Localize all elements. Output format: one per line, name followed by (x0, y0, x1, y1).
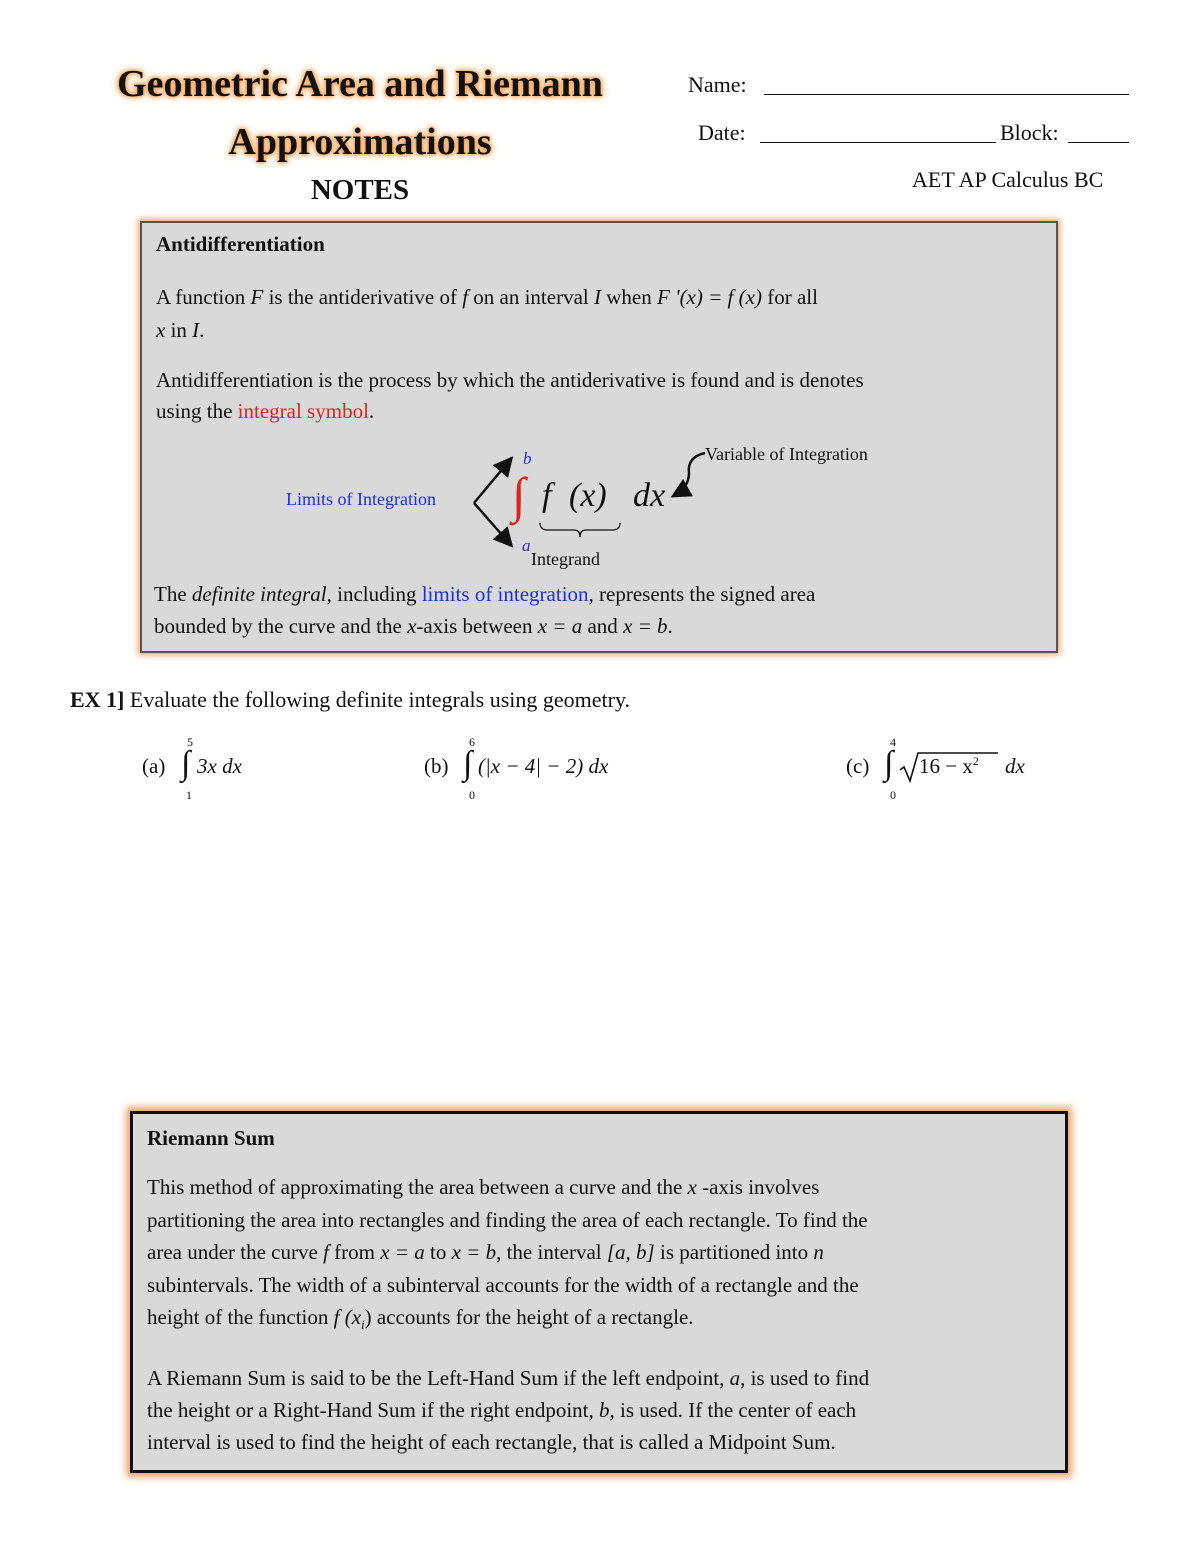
ex1-part-c-tag: (c) (846, 754, 870, 778)
equation: F '(x) = f (x) (657, 285, 762, 309)
var-n: n (813, 1240, 824, 1264)
text-run: is the antiderivative of (263, 285, 463, 309)
text-run: , is used. If the center of each (609, 1398, 857, 1422)
upper-limit-b: b (523, 449, 532, 468)
text-run: . (199, 318, 205, 342)
text-run: on an interval (468, 285, 594, 309)
lower-limit-a: a (522, 536, 531, 555)
integrand-x: (x) (569, 477, 607, 514)
block-label: Block: (1000, 120, 1059, 145)
riemann-sum-box (130, 1111, 1068, 1473)
ex1-part-a-tag: (a) (142, 754, 166, 778)
ex1-b-expression: (|x − 4| − 2) dx (478, 754, 609, 778)
text-run: subintervals. The width of a subinterval accounts for the width of a rectangle and the (147, 1272, 859, 1297)
definite-integral-term: definite integral (191, 582, 327, 606)
text-run: . (368, 399, 375, 423)
var-I: I (192, 318, 200, 342)
text-run: ) (364, 1305, 372, 1329)
text-run: height of the function (147, 1305, 334, 1329)
riemann-sum-types (147, 1362, 1047, 1458)
text-run: The (154, 582, 192, 606)
text-run: is partitioned into (654, 1240, 814, 1264)
name-line (764, 94, 1129, 95)
integral-symbol-term: integral symbol (237, 399, 369, 423)
var-F: F (250, 285, 264, 309)
ex1-part-b-tag: (b) (424, 754, 449, 778)
course-label: AET AP Calculus BC (912, 167, 1104, 192)
ex1-c-integral-sign: ∫ (884, 745, 894, 782)
text-run: accounts for the height of a rectangle. (371, 1305, 694, 1329)
name-label: Name: (688, 72, 747, 97)
date-line (760, 142, 996, 143)
ex1-text: Evaluate the following definite integrals using geometry. (124, 687, 631, 712)
ex1-prompt (70, 687, 630, 713)
text-run: , including (326, 582, 422, 606)
limits-of-integration-term: limits of integration (421, 582, 589, 606)
integrand-label: Integrand (531, 549, 600, 569)
variable-of-integration-label: Variable of Integration (705, 444, 868, 464)
var-x: x (687, 1175, 697, 1199)
text-run: This method of approximating the area between a curve and the (147, 1175, 688, 1199)
text-run: Antidifferentiation is the process by which the antiderivative is found and is denotes (156, 368, 864, 392)
limits-of-integration-label: Limits of Integration (286, 489, 436, 509)
equation: x = a (380, 1240, 425, 1264)
text-run: -axis between (416, 614, 538, 638)
equation: x = b (451, 1240, 497, 1264)
text-run: -axis involves (696, 1175, 820, 1199)
title-line-2: Approximations (228, 121, 492, 163)
antidiff-heading: Antidifferentiation (156, 232, 325, 256)
text-run: for all (761, 285, 818, 309)
riemann-heading: Riemann Sum (147, 1126, 275, 1150)
exponent: 2 (972, 754, 979, 768)
ex1-a-expression: 3x dx (197, 754, 242, 778)
differential-dx: dx (633, 477, 666, 514)
date-label: Date: (698, 120, 746, 145)
block-line (1068, 142, 1129, 143)
ex1-a-integral-sign: ∫ (181, 745, 191, 782)
riemann-description (147, 1171, 1047, 1342)
var-f: f (462, 285, 469, 309)
var-a: a (729, 1366, 741, 1390)
text-run: A Riemann Sum is said to be the Left-Hand Sum if the left endpoint, (147, 1366, 730, 1390)
ex1-a-lower: 1 (186, 788, 192, 802)
text-run: partitioning the area into rectangles and finding the area of each rectangle. To find the (147, 1207, 868, 1232)
integral-sign: ∫ (512, 467, 526, 523)
var-x: x (156, 318, 166, 342)
ex1-b-lower: 0 (469, 788, 475, 802)
var-I: I (594, 285, 601, 309)
ex1-c-dx: dx (1005, 754, 1025, 778)
subtitle-notes: NOTES (310, 174, 410, 206)
ex1-a-upper: 5 (187, 735, 193, 749)
text-run: interval is used to find the height of each rectangle, that is called a Midpoint Sum. (147, 1430, 836, 1454)
text-run: area under the curve (147, 1240, 324, 1264)
ex1-b-upper: 6 (469, 735, 475, 749)
title-line-1: Geometric Area and Riemann (117, 63, 603, 105)
subscript-i: i (361, 1317, 365, 1333)
equation: x = b (623, 614, 668, 638)
ex1-c-lower: 0 (890, 788, 896, 802)
ex1-b-integral-sign: ∫ (463, 745, 473, 782)
variable-arrow-icon (667, 449, 709, 503)
equation: x = a (537, 614, 583, 638)
text-run: , represents the signed area (588, 582, 816, 606)
integrand-f: f (542, 477, 552, 514)
text-run: using the (156, 399, 238, 423)
ex1-label: EX 1] (70, 687, 125, 712)
text-run: . (667, 614, 673, 638)
text-run: in (165, 318, 193, 342)
var-f: f (323, 1240, 329, 1264)
radicand-text: 16 − x (919, 754, 973, 778)
definite-integral-text (154, 578, 1044, 642)
ex1-c-radicand (919, 754, 979, 779)
text-run: , the interval (496, 1240, 607, 1264)
text-run: when (601, 285, 657, 309)
text-run: and (582, 614, 624, 638)
text-run: A function (156, 285, 251, 309)
text-run: bounded by the curve and the (154, 614, 408, 638)
integrand-brace-icon (538, 521, 622, 541)
var-b: b (599, 1398, 610, 1422)
text-run: the height or a Right-Hand Sum if the right endpoint, (147, 1398, 600, 1422)
text-run: to (424, 1240, 452, 1264)
text-run: from (328, 1240, 381, 1264)
var-x: x (407, 614, 417, 638)
text-run: , is used to find (740, 1366, 870, 1390)
antidifferentiation-box (140, 221, 1058, 653)
interval: [a, b] (606, 1240, 655, 1264)
function-f-xi: f (x (333, 1305, 362, 1329)
ex1-c-upper: 4 (890, 735, 896, 749)
